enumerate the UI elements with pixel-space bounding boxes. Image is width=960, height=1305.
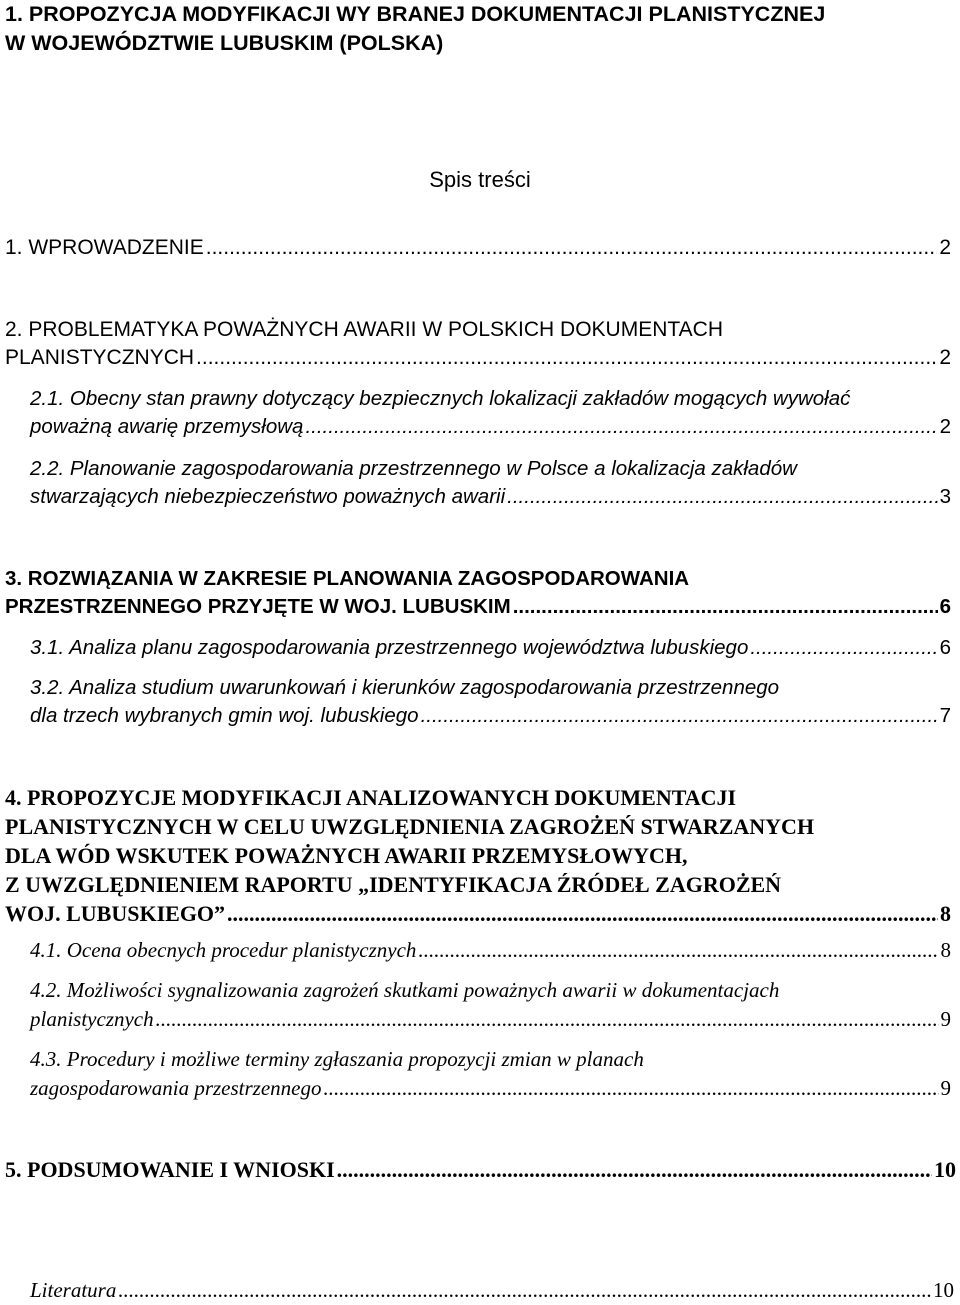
toc-entry-page: 8 (940, 901, 951, 926)
toc-entry-1[interactable] (5, 234, 951, 262)
document-title-line-1: 1. PROPOZYCJA MODYFIKACJI WY BRANEJ DOKUMENTACJI PLANISTYCZNEJ (5, 2, 826, 26)
toc-entry-title: WOJ. LUBUSKIEGO” (5, 901, 226, 926)
toc-entry-title: planistycznych (30, 1007, 154, 1031)
document-title (5, 0, 960, 58)
toc-entry-literatura[interactable] (30, 1276, 954, 1305)
toc-entry-page: 2 (939, 346, 951, 369)
toc-entry-title: PLANISTYCZNYCH W CELU UWZGLĘDNIENIA ZAGROŻEŃ STWARZANYCH (5, 814, 815, 839)
toc-entry-title: 5. PODSUMOWANIE I WNIOSKI (5, 1157, 335, 1182)
toc-entry-title: zagospodarowania przestrzennego (30, 1076, 322, 1100)
toc-entry-title: 4.3. Procedury i możliwe terminy zgłaszania propozycji zmian w planach (30, 1047, 644, 1071)
toc-entry-title: Z UWZGLĘDNIENIEM RAPORTU „IDENTYFIKACJA ŹRÓDEŁ ZAGROŻEŃ (5, 872, 782, 897)
toc-entry-2-1[interactable] (30, 385, 951, 441)
toc-entry-page: 2 (939, 415, 951, 438)
toc-entry-title: stwarzających niebezpieczeństwo poważnych awarii (30, 485, 506, 508)
dot-leader (750, 634, 937, 662)
toc-entry-page: 10 (933, 1278, 954, 1302)
dot-leader (156, 1005, 939, 1034)
dot-leader (118, 1276, 931, 1305)
toc-entry-title: dla trzech wybranych gmin woj. lubuskiego (30, 704, 419, 727)
toc-entry-title: 3.1. Analiza planu zagospodarowania przestrzennego województwa lubuskiego (30, 636, 749, 659)
toc-entry-page: 7 (939, 704, 951, 727)
toc-entry-title: 4. PROPOZYCJE MODYFIKACJI ANALIZOWANYCH DOKUMENTACJI (5, 785, 737, 810)
toc-entry-page: 6 (939, 636, 951, 659)
dot-leader (324, 1074, 939, 1103)
toc-entry-page: 10 (934, 1157, 956, 1182)
toc-entry-4[interactable] (5, 783, 951, 928)
toc-entry-title: 3.2. Analiza studium uwarunkowań i kierunków zagospodarowania przestrzennego (30, 676, 780, 699)
toc-entry-5[interactable] (5, 1155, 956, 1184)
toc-entry-page: 9 (940, 1076, 951, 1100)
toc-entry-4-2[interactable] (30, 976, 951, 1034)
toc-entry-4-3[interactable] (30, 1045, 951, 1103)
toc-entry-title: DLA WÓD WSKUTEK POWAŻNYCH AWARII PRZEMYSŁOWYCH, (5, 843, 688, 868)
toc-entry-title: PRZESTRZENNEGO PRZYJĘTE W WOJ. LUBUSKIM (5, 595, 511, 618)
toc-heading: Spis treści (429, 167, 531, 192)
toc-entry-title: 2.1. Obecny stan prawny dotyczący bezpiecznych lokalizacji zakładów mogących wywołać (30, 387, 851, 410)
toc-entry-3-1[interactable] (30, 634, 951, 662)
toc-entry-4-1[interactable] (30, 936, 951, 965)
toc-entry-2[interactable] (5, 316, 951, 372)
dot-leader (227, 899, 938, 928)
toc-entry-title: Literatura (30, 1278, 117, 1302)
toc-entry-title: 1. WPROWADZENIE (5, 236, 204, 259)
toc-entry-2-2[interactable] (30, 455, 951, 511)
dot-leader (337, 1155, 932, 1184)
toc-entry-title: 4.2. Możliwości sygnalizowania zagrożeń skutkami poważnych awarii w dokumentacjach (30, 978, 780, 1002)
toc-entry-page: 2 (939, 236, 951, 259)
dot-leader (513, 593, 938, 621)
dot-leader (418, 936, 938, 965)
dot-leader (507, 483, 937, 511)
toc-entry-page: 3 (939, 485, 951, 508)
toc-entry-page: 9 (940, 1007, 951, 1031)
dot-leader (196, 344, 937, 372)
toc-entry-title: poważną awarię przemysłową (30, 415, 304, 438)
toc-entry-title: 3. ROZWIĄZANIA W ZAKRESIE PLANOWANIA ZAGOSPODAROWANIA (5, 567, 690, 590)
document-title-line-2: W WOJEWÓDZTWIE LUBUSKIM (POLSKA) (5, 31, 444, 55)
toc-entry-title: 2.2. Planowanie zagospodarowania przestrzennego w Polsce a lokalizacja zakładów (30, 457, 797, 480)
toc-entry-page: 6 (939, 595, 951, 618)
toc-entry-page: 8 (940, 938, 951, 962)
toc-entry-title: 4.1. Ocena obecnych procedur planistycznych (30, 938, 417, 962)
dot-leader (206, 234, 938, 262)
toc-entry-title: PLANISTYCZNYCH (5, 346, 195, 369)
dot-leader (421, 702, 938, 730)
toc-entry-title: 2. PROBLEMATYKA POWAŻNYCH AWARII W POLSKICH DOKUMENTACH (5, 318, 723, 341)
dot-leader (305, 413, 937, 441)
toc-entry-3-2[interactable] (30, 674, 951, 730)
toc-entry-3[interactable] (5, 565, 951, 621)
